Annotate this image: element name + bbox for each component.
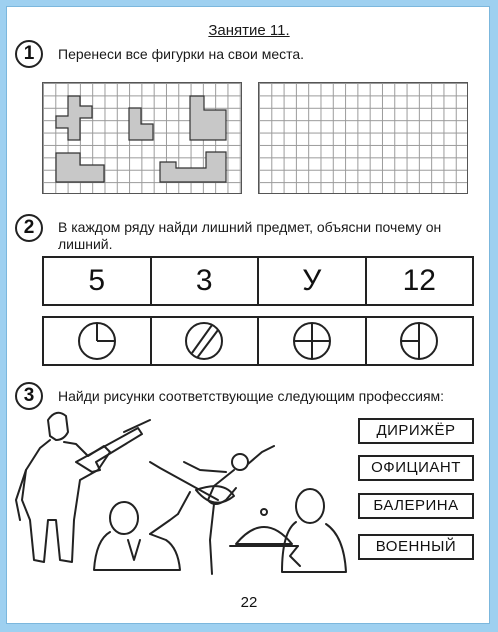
task-3-number: 3 bbox=[15, 382, 43, 410]
soldier-picture bbox=[16, 413, 150, 562]
row1-cell-4[interactable]: 12 bbox=[402, 264, 436, 297]
task-1-number: 1 bbox=[15, 40, 43, 68]
conductor-picture bbox=[94, 492, 190, 570]
task-3-text: Найди рисунки соответствующие следующим профессиям: bbox=[58, 388, 445, 404]
waiter-picture bbox=[230, 489, 346, 572]
profession-soldier[interactable]: ВОЕННЫЙ bbox=[358, 534, 474, 560]
page-number: 22 bbox=[240, 594, 258, 611]
task-1-text: Перенеси все фигурки на свои места. bbox=[58, 46, 305, 62]
row1-cell-3[interactable]: У bbox=[259, 258, 367, 304]
ballerina-picture bbox=[150, 446, 274, 574]
profession-ballerina[interactable]: БАЛЕРИНА bbox=[358, 493, 474, 519]
row1-cell-2[interactable]: 3 bbox=[152, 258, 260, 304]
profession-waiter[interactable]: ОФИЦИАНТ bbox=[358, 455, 474, 481]
profession-conductor[interactable]: ДИРИЖЁР bbox=[358, 418, 474, 444]
row1-cell-1[interactable]: 5 bbox=[44, 258, 152, 304]
task-2-text: В каждом ряду найди лишний предмет, объясни почему он лишний. bbox=[58, 219, 442, 252]
task-2-number: 2 bbox=[15, 214, 43, 242]
lesson-title: Занятие 11. bbox=[208, 22, 290, 39]
